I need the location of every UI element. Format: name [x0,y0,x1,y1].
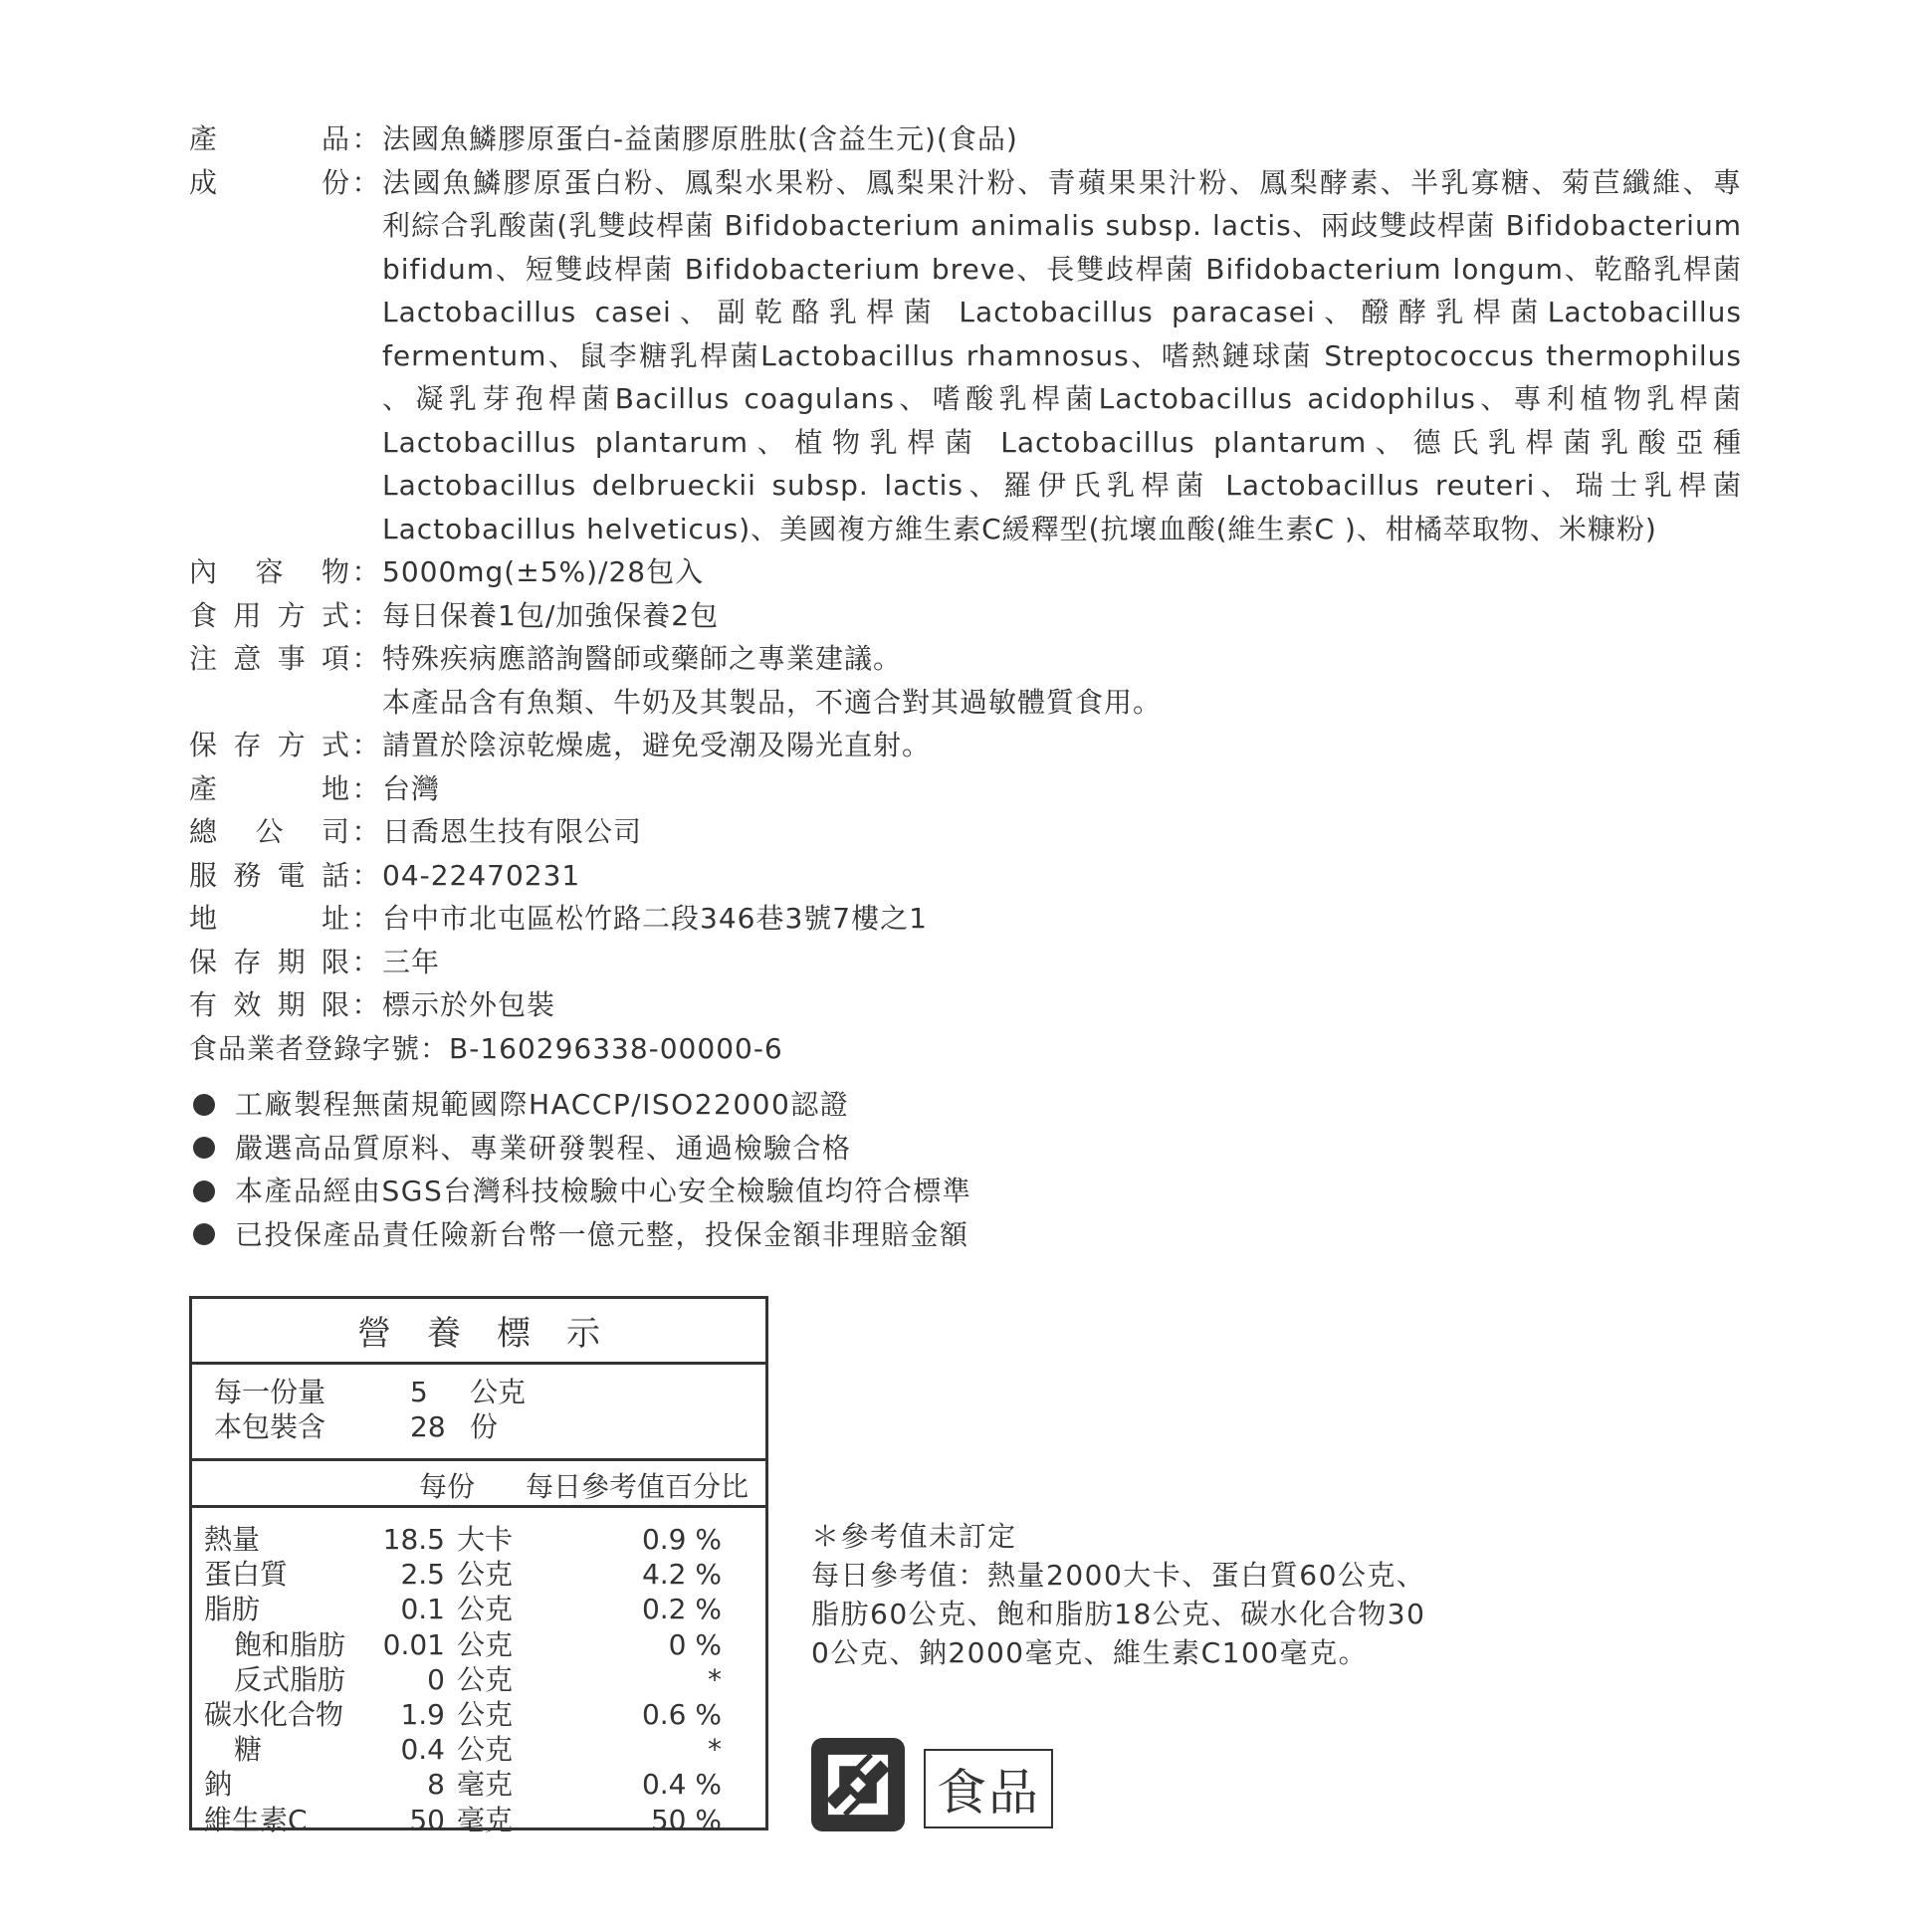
nutrient-amount: 0 [427,1662,445,1696]
nutrient-name: 反式脂肪 [234,1662,346,1696]
nutrient-amount: 0.1 [400,1593,445,1626]
spec-row-ingredients: 成 份 ： 法國魚鱗膠原蛋白粉、鳳梨水果粉、鳳梨果汁粉、青蘋果果汁粉、鳳梨酵素、半乳寡糖、菊苣纖維、專 利綜合乳酸菌(乳雙歧桿菌 Bifidobacterium animalis subsp. lactis、兩歧雙歧桿菌 Bifidobacterium bifidum、短雙歧桿菌 Bifidobacterium breve、長雙歧桿菌 Bifidobacterium longum、乾酪乳桿菌 Lactobacillus casei、副乾酪乳桿菌 Lactobacillus paracasei、醱酵乳桿菌Lactobacillus fermentum、鼠李糖乳桿菌Lactobacillus rhamnosus、嗜熱鏈球菌 Streptococcus thermophilus 、凝乳芽孢桿菌Bacillus coagulans、嗜酸乳桿菌Lactobacillus acidophilus、專利植物乳桿菌 Lactobacillus plantarum、植物乳桿菌 Lactobacillus plantarum、德氏乳桿菌乳酸亞種 Lactobacillus delbrueckii subsp. lactis、羅伊氏乳桿菌 Lactobacillus reuteri、瑞士乳桿菌 Lactobacillus helveticus)、美國複方維生素C緩釋型(抗壞血酸(維生素C )、柑橘萃取物、米糠粉) [189,161,1742,551]
table-row [192,1627,765,1662]
nutrient-daily-percent: 0 % [668,1627,722,1661]
spec-value: 每日保養1包/加強保養2包 [382,598,720,632]
registration-number: 食品業者登錄字號：B-160296338-00000-6 [189,1031,783,1065]
nutrient-unit: 公克 [457,1593,514,1626]
spec-value: 請置於陰涼乾燥處，避免受潮及陽光直射。 [382,729,932,761]
table-row [192,1592,765,1626]
list-item: 工廠製程無菌規範國際HACCP/ISO22000認證 [189,1083,1184,1127]
nutrient-amount: 1.9 [400,1697,445,1731]
nutrient-unit: 公克 [457,1733,514,1767]
nutrition-facts-table [189,1296,768,1836]
serving-info [192,1365,765,1461]
bullet-dot-icon [193,1181,215,1202]
spec-row-product: 產 品 ： 法國魚鱗膠原蛋白-益菌膠原胜肽(含益生元)(食品) [189,117,1742,161]
nutrient-unit: 公克 [457,1558,514,1592]
spec-label: 產 地 [189,771,350,805]
recycle-symbol-icon [811,1738,905,1831]
spec-value: 日喬恩生技有限公司 [382,815,643,848]
bullet-dot-icon [193,1137,215,1159]
nutrient-name: 糖 [234,1733,263,1767]
table-row [192,1697,765,1732]
table-row [192,1522,765,1557]
column-header-daily-value: 每日參考值百分比 [526,1470,750,1503]
serving-size-row: 每一份量 5 公克 [214,1376,527,1408]
nutrition-title: 營養標示 [192,1299,765,1365]
spec-value: 法國魚鱗膠原蛋白粉、鳳梨水果粉、鳳梨果汁粉、青蘋果果汁粉、鳳梨酵素、半乳寡糖、菊苣纖維、專 利綜合乳酸菌(乳雙歧桿菌 Bifidobacterium animalis subsp. lactis、兩歧雙歧桿菌 Bifidobacterium bifidum、短雙歧桿菌 Bifidobacterium breve、長雙歧桿菌 Bifidobacterium longum、乾酪乳桿菌 Lactobacillus casei、副乾酪乳桿菌 Lactobacillus paracasei、醱酵乳桿菌Lactobacillus fermentum、鼠李糖乳桿菌Lactobacillus rhamnosus、嗜熱鏈球菌 Streptococcus thermophilus 、凝乳芽孢桿菌Bacillus coagulans、嗜酸乳桿菌Lactobacillus acidophilus、專利植物乳桿菌 Lactobacillus plantarum、植物乳桿菌 Lactobacillus plantarum、德氏乳桿菌乳酸亞種 Lactobacillus delbrueckii subsp. lactis、羅伊氏乳桿菌 Lactobacillus reuteri、瑞士乳桿菌 Lactobacillus helveticus)、美國複方維生素C緩釋型(抗壞血酸(維生素C )、柑橘萃取物、米糠粉) [382,165,1742,545]
nutrition-rows [192,1508,765,1837]
spec-label: 產 品 [189,122,350,155]
spec-value: 台灣 [382,771,441,805]
spec-value: 04-22470231 [382,858,581,892]
list-item: 本產品經由SGS台灣科技檢驗中心安全檢驗值均符合標準 [189,1170,1184,1213]
spec-row-origin: 產 地 ： 台灣 [189,767,1742,811]
spec-label: 服 務 電 話 [189,858,350,892]
spec-label: 保 存 方 式 [189,729,350,761]
spec-label: 有 效 期 限 [189,988,350,1021]
nutrient-amount: 18.5 [382,1523,445,1556]
table-row [192,1662,765,1697]
spec-value: 台中市北屯區松竹路二段346巷3號7樓之1 [382,902,928,935]
spec-row-company: 總 公 司 ： 日喬恩生技有限公司 [189,810,1742,854]
spec-label: 注 意 事 項 [189,642,350,675]
nutrient-name: 蛋白質 [204,1558,289,1592]
spec-value: 5000mg(±5%)/28包入 [382,555,705,588]
nutrient-daily-percent: 0.4 % [641,1768,722,1802]
bullet-dot-icon [193,1094,215,1116]
nutrient-amount: 2.5 [400,1558,445,1592]
spec-label: 內 容 物 [189,555,350,588]
nutrient-unit: 公克 [457,1697,514,1731]
nutrient-unit: 大卡 [457,1523,514,1556]
nutrient-daily-percent: * [708,1733,722,1767]
spec-row-phone: 服 務 電 話 ： 04-22470231 [189,854,1742,898]
spec-label: 成 份 [189,165,350,199]
nutrient-daily-percent: * [708,1662,722,1696]
spec-label: 總 公 司 [189,815,350,848]
nutrient-amount: 50 [409,1803,445,1836]
product-spec-list [189,117,1742,1070]
spec-value: 法國魚鱗膠原蛋白-益菌膠原胜肽(含益生元)(食品) [382,122,1018,155]
spec-label: 食 用 方 式 [189,598,350,632]
spec-row-expiry: 有 效 期 限 ： 標示於外包裝 [189,983,1742,1027]
spec-value: 標示於外包裝 [382,988,556,1021]
spec-row-usage: 食 用 方 式 ： 每日保養1包/加強保養2包 [189,594,1742,638]
nutrient-unit: 毫克 [457,1803,514,1836]
nutrient-daily-percent: 0.6 % [641,1697,722,1731]
feature-bullet-list [189,1083,1184,1256]
servings-per-pack-row: 本包裝含 28 份 [214,1410,499,1443]
nutrient-unit: 公克 [457,1627,514,1661]
nutrient-unit: 公克 [457,1662,514,1696]
list-item: 嚴選高品質原料、專業研發製程、通過檢驗合格 [189,1127,1184,1171]
spec-label: 保 存 期 限 [189,945,350,978]
nutrition-column-headers [192,1461,765,1508]
spec-row-shelf-life: 保 存 期 限 ： 三年 [189,941,1742,984]
spec-row-content: 內 容 物 ： 5000mg(±5%)/28包入 [189,550,1742,594]
nutrient-amount: 8 [427,1768,445,1802]
nutrient-daily-percent: 50 % [650,1803,722,1836]
nutrient-daily-percent: 0.9 % [641,1523,722,1556]
nutrient-name: 鈉 [204,1768,233,1802]
nutrient-amount: 0.4 [400,1733,445,1767]
spec-row-caution: 注 意 事 項 ： 特殊疾病應諮詢醫師或藥師之專業建議。 本產品含有魚類、牛奶及其製品，不適合對其過敏體質食用。 [189,637,1742,724]
list-item: 已投保產品責任險新台幣一億元整，投保金額非理賠金額 [189,1213,1184,1257]
nutrient-unit: 毫克 [457,1768,514,1802]
table-row [192,1767,765,1802]
nutrient-name: 維生素C [204,1803,308,1836]
nutrient-name: 碳水化合物 [204,1697,344,1731]
table-row [192,1732,765,1767]
spec-row-storage: 保 存 方 式 ： 請置於陰涼乾燥處，避免受潮及陽光直射。 [189,724,1742,767]
spec-value: 特殊疾病應諮詢醫師或藥師之專業建議。 本產品含有魚類、牛奶及其製品，不適合對其過敏體質食用。 [382,642,1163,719]
spec-value: 三年 [382,945,441,978]
nutrient-name: 飽和脂肪 [234,1627,346,1661]
daily-reference-note: ＊參考值未訂定 每日參考值：熱量2000大卡、蛋白質60公克、 脂肪60公克、飽和脂肪18公克、碳水化合物30 0公克、鈉2000毫克、維生素C100毫克。 [811,1520,1426,1669]
nutrient-daily-percent: 0.2 % [641,1593,722,1626]
spec-row-address: 地 址 ： 台中市北屯區松竹路二段346巷3號7樓之1 [189,897,1742,941]
table-row [192,1557,765,1592]
food-category-label: 食品 [924,1749,1053,1828]
nutrient-amount: 0.01 [382,1627,445,1661]
nutrient-daily-percent: 4.2 % [641,1558,722,1592]
spec-label: 地 址 [189,902,350,935]
column-header-per-serving: 每份 [419,1470,476,1503]
bullet-dot-icon [193,1223,215,1245]
table-row [192,1803,765,1837]
nutrient-name: 脂肪 [204,1593,261,1626]
nutrient-name: 熱量 [204,1523,261,1556]
